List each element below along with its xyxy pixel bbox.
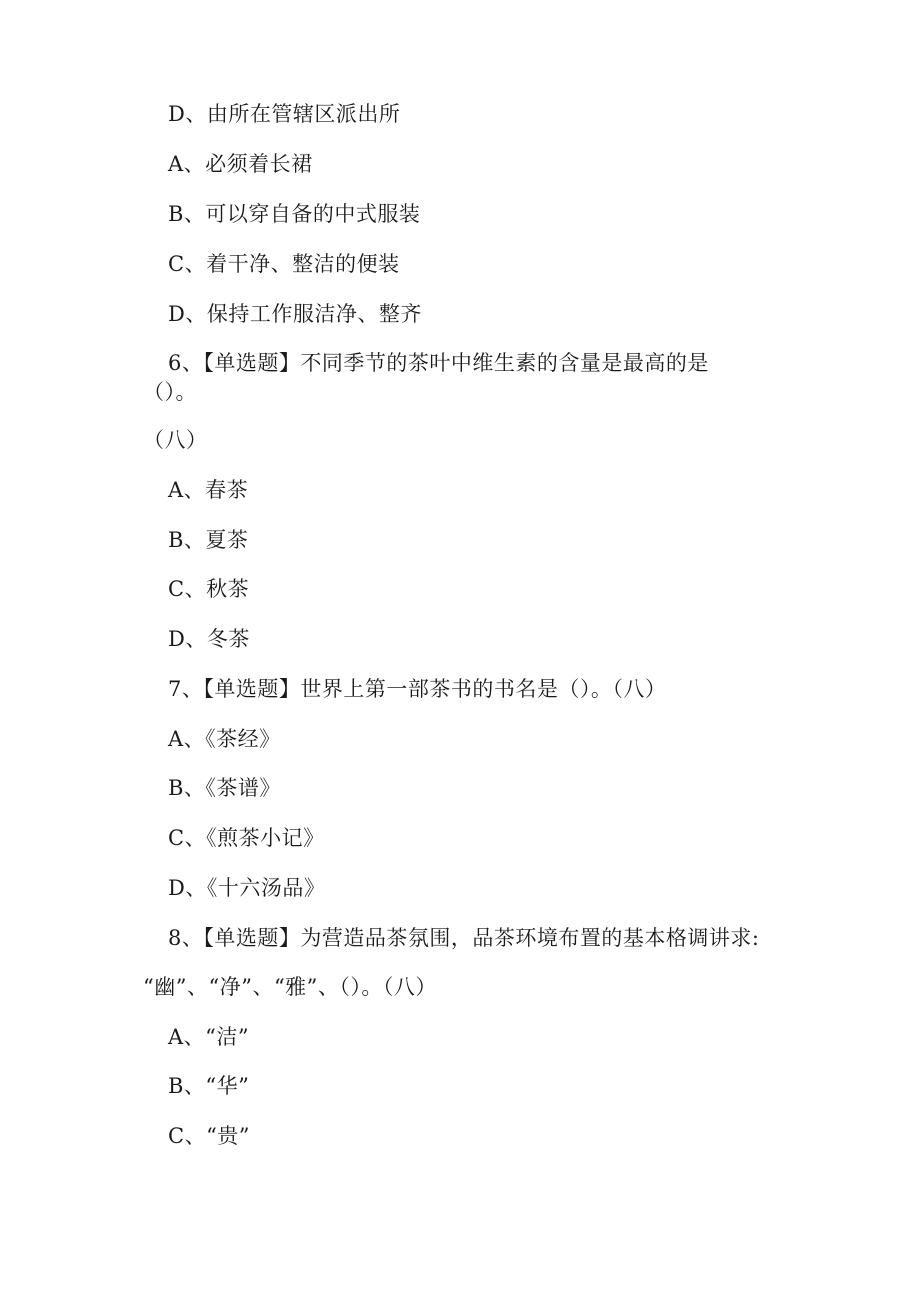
option-b-q5: B、可以穿自备的中式服装	[168, 202, 421, 226]
option-d-q6: D、冬茶	[168, 627, 250, 651]
question-6-level: （八）	[143, 428, 208, 452]
question-6: 6、【单选题】不同季节的茶叶中维生素的含量是最高的是	[168, 351, 709, 375]
option-a-q8: A、“洁”	[168, 1025, 250, 1049]
question-8: 8、【单选题】为营造品茶氛围，品茶环境布置的基本格调讲求:	[168, 926, 760, 950]
option-c-q8: C、“贵”	[168, 1124, 251, 1148]
option-b-q8: B、“华”	[168, 1074, 250, 1098]
option-d-q7: D、《十六汤品》	[168, 876, 326, 900]
option-a-q5: A、必须着长裙	[168, 152, 313, 176]
option-a-q6: A、春茶	[168, 478, 249, 502]
question-8-continued: “幽”、“净”、“雅”、（）。（八）	[143, 975, 437, 999]
option-b-q6: B、夏茶	[168, 528, 249, 552]
question-6-continued: （）。	[143, 380, 197, 404]
option-d-q5: D、保持工作服洁净、整齐	[168, 302, 422, 326]
option-d-q5a: D、由所在管辖区派出所	[168, 102, 401, 126]
option-c-q6: C、秋茶	[168, 577, 250, 601]
option-a-q7: A、《茶经》	[168, 727, 281, 751]
option-c-q5: C、着干净、整洁的便装	[168, 252, 400, 276]
question-7: 7、【单选题】世界上第一部茶书的书名是（）。（八）	[168, 677, 667, 701]
option-c-q7: C、《煎茶小记》	[168, 826, 325, 850]
option-b-q7: B、《茶谱》	[168, 776, 281, 800]
